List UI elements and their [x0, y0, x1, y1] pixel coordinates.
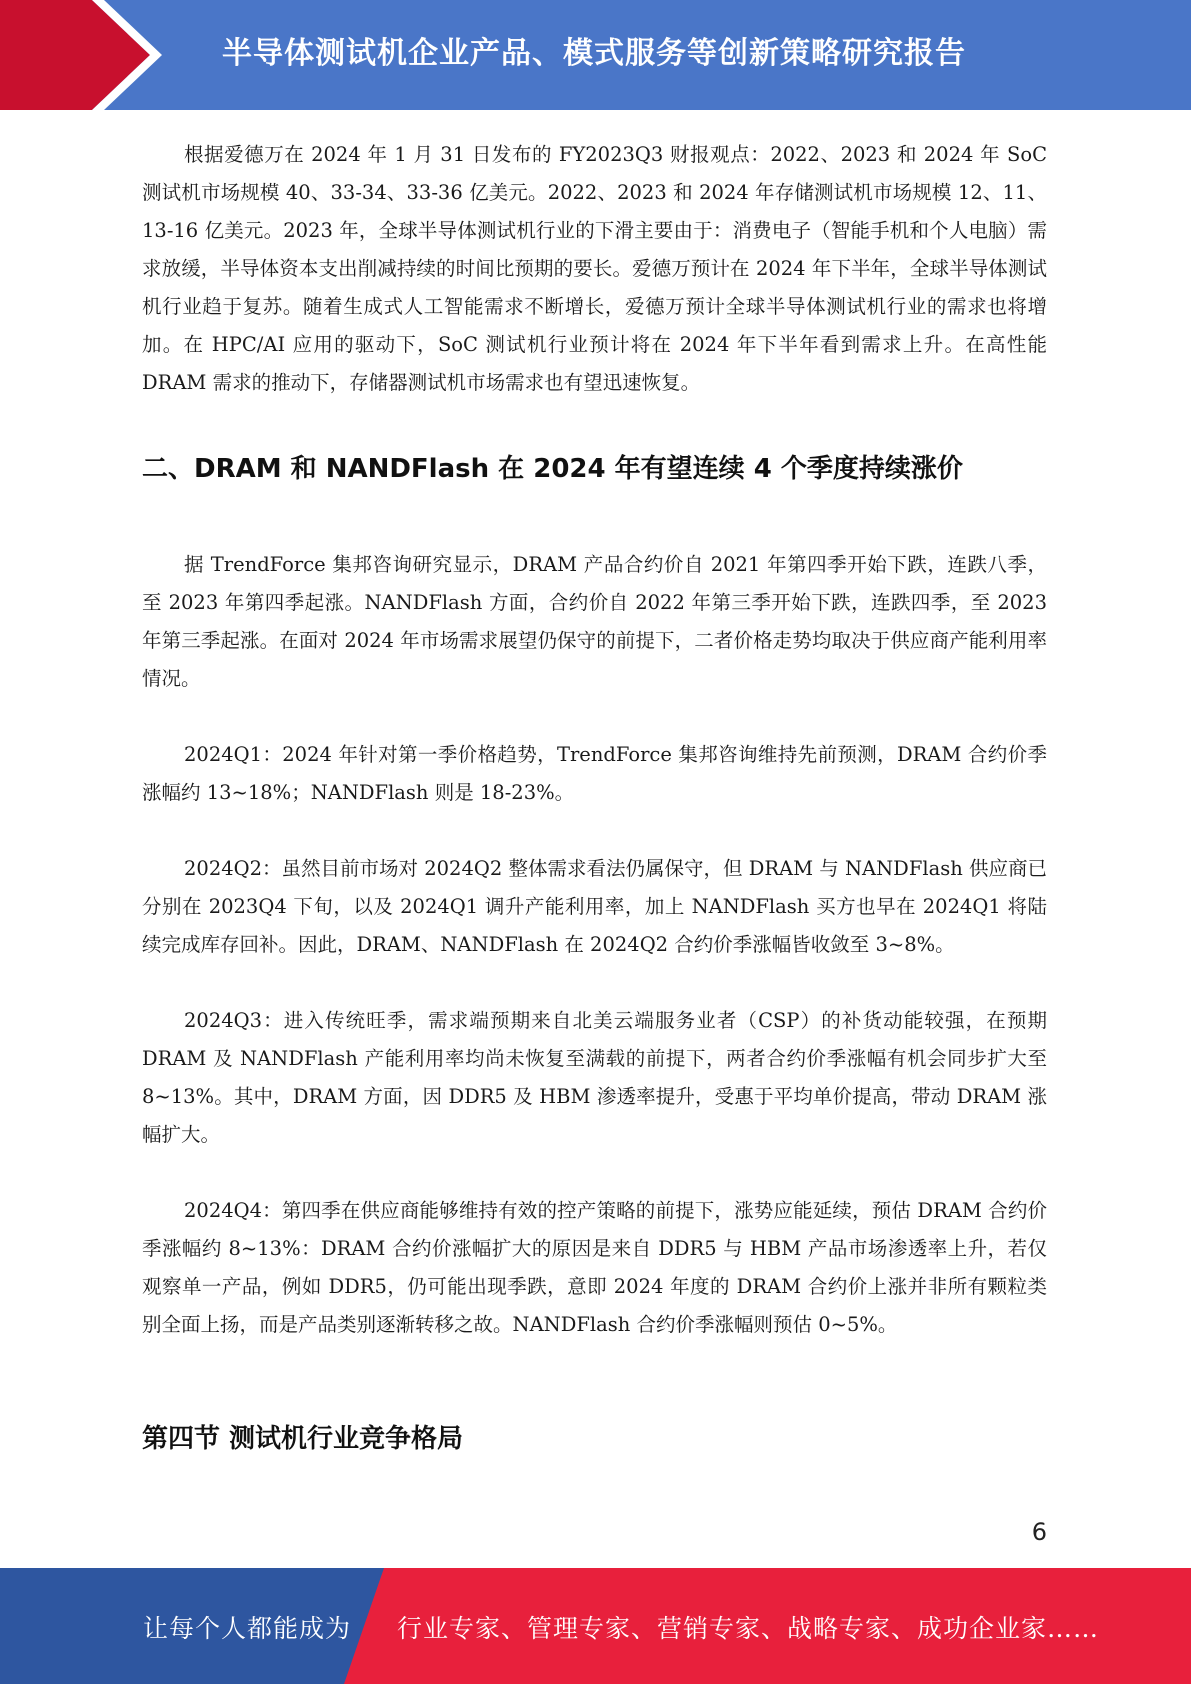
paragraph-2024q1: 2024Q1：2024 年针对第一季价格趋势，TrendForce 集邦咨询维持先前预测，DRAM 合约价季涨幅约 13~18%；NANDFlash 则是 18-23%。 [142, 743, 1047, 804]
section-heading-competition: 第四节 测试机行业竞争格局 [142, 1424, 464, 1454]
section-heading-dram-nand: 二、DRAM 和 NANDFlash 在 2024 年有望连续 4 个季度持续涨价 [142, 454, 963, 484]
footer-slogan-left: 让每个人都能成为 [143, 1614, 352, 1643]
paragraph-trendforce-summary: 据 TrendForce 集邦咨询研究显示，DRAM 产品合约价自 2021 年第四季开始下跌，连跌八季，至 2023 年第四季起涨。NANDFlash 方面，合约价自 2022 年第三季开始下跌，连跌四季，至 2023 年第三季起涨。在面对 2024 年市场需求展望仍保守的前提下，二者价格走势均取决于供应商产能利用率情况。 [142, 553, 1047, 690]
page-number: 6 [1031, 1518, 1047, 1546]
page-header [0, 0, 1191, 110]
paragraph-advantest-outlook: 根据爱德万在 2024 年 1 月 31 日发布的 FY2023Q3 财报观点：2022、2023 和 2024 年 SoC 测试机市场规模 40、33-34、33-36 亿美元。2022、2023 和 2024 年存储测试机市场规模 12、11、13-16 亿美元。2023 年，全球半导体测试机行业的下滑主要由于：消费电子（智能手机和个人电脑）需求放缓，半导体资本支出削减持续的时间比预期的要长。爱德万预计在 2024 年下半年，全球半导体测试机行业趋于复苏。随着生成式人工智能需求不断增长，爱德万预计全球半导体测试机行业的需求也将增加。在 HPC/AI 应用的驱动下，SoC 测试机行业预计将在 2024 年下半年看到需求上升。在高性能 DRAM 需求的推动下，存储器测试机市场需求也有望迅速恢复。 [142, 143, 1047, 394]
report-title: 半导体测试机企业产品、模式服务等创新策略研究报告 [222, 36, 966, 71]
footer-slogan-right: 行业专家、管理专家、营销专家、战略专家、成功企业家…… [397, 1614, 1100, 1643]
page-footer [0, 1568, 1191, 1684]
paragraph-2024q2: 2024Q2：虽然目前市场对 2024Q2 整体需求看法仍属保守，但 DRAM 与 NANDFlash 供应商已分别在 2023Q4 下旬，以及 2024Q1 调升产能利用率，加上 NANDFlash 买方也早在 2024Q1 将陆续完成库存回补。因此，DRAM、NANDFlash 在 2024Q2 合约价季涨幅皆收敛至 3~8%。 [142, 857, 1047, 956]
paragraph-2024q4: 2024Q4：第四季在供应商能够维持有效的控产策略的前提下，涨势应能延续，预估 DRAM 合约价季涨幅约 8~13%：DRAM 合约价涨幅扩大的原因是来自 DDR5 与 HBM 产品市场渗透率上升，若仅观察单一产品，例如 DDR5，仍可能出现季跌，意即 2024 年度的 DRAM 合约价上涨并非所有颗粒类别全面上扬，而是产品类别逐渐转移之故。NANDFlash 合约价季涨幅则预估 0~5%。 [142, 1199, 1047, 1336]
document-body [142, 136, 1047, 1458]
paragraph-2024q3: 2024Q3：进入传统旺季，需求端预期来自北美云端服务业者（CSP）的补货动能较强，在预期 DRAM 及 NANDFlash 产能利用率均尚未恢复至满载的前提下，两者合约价季涨幅有机会同步扩大至 8~13%。其中，DRAM 方面，因 DDR5 及 HBM 渗透率提升，受惠于平均单价提高，带动 DRAM 涨幅扩大。 [142, 1009, 1047, 1146]
